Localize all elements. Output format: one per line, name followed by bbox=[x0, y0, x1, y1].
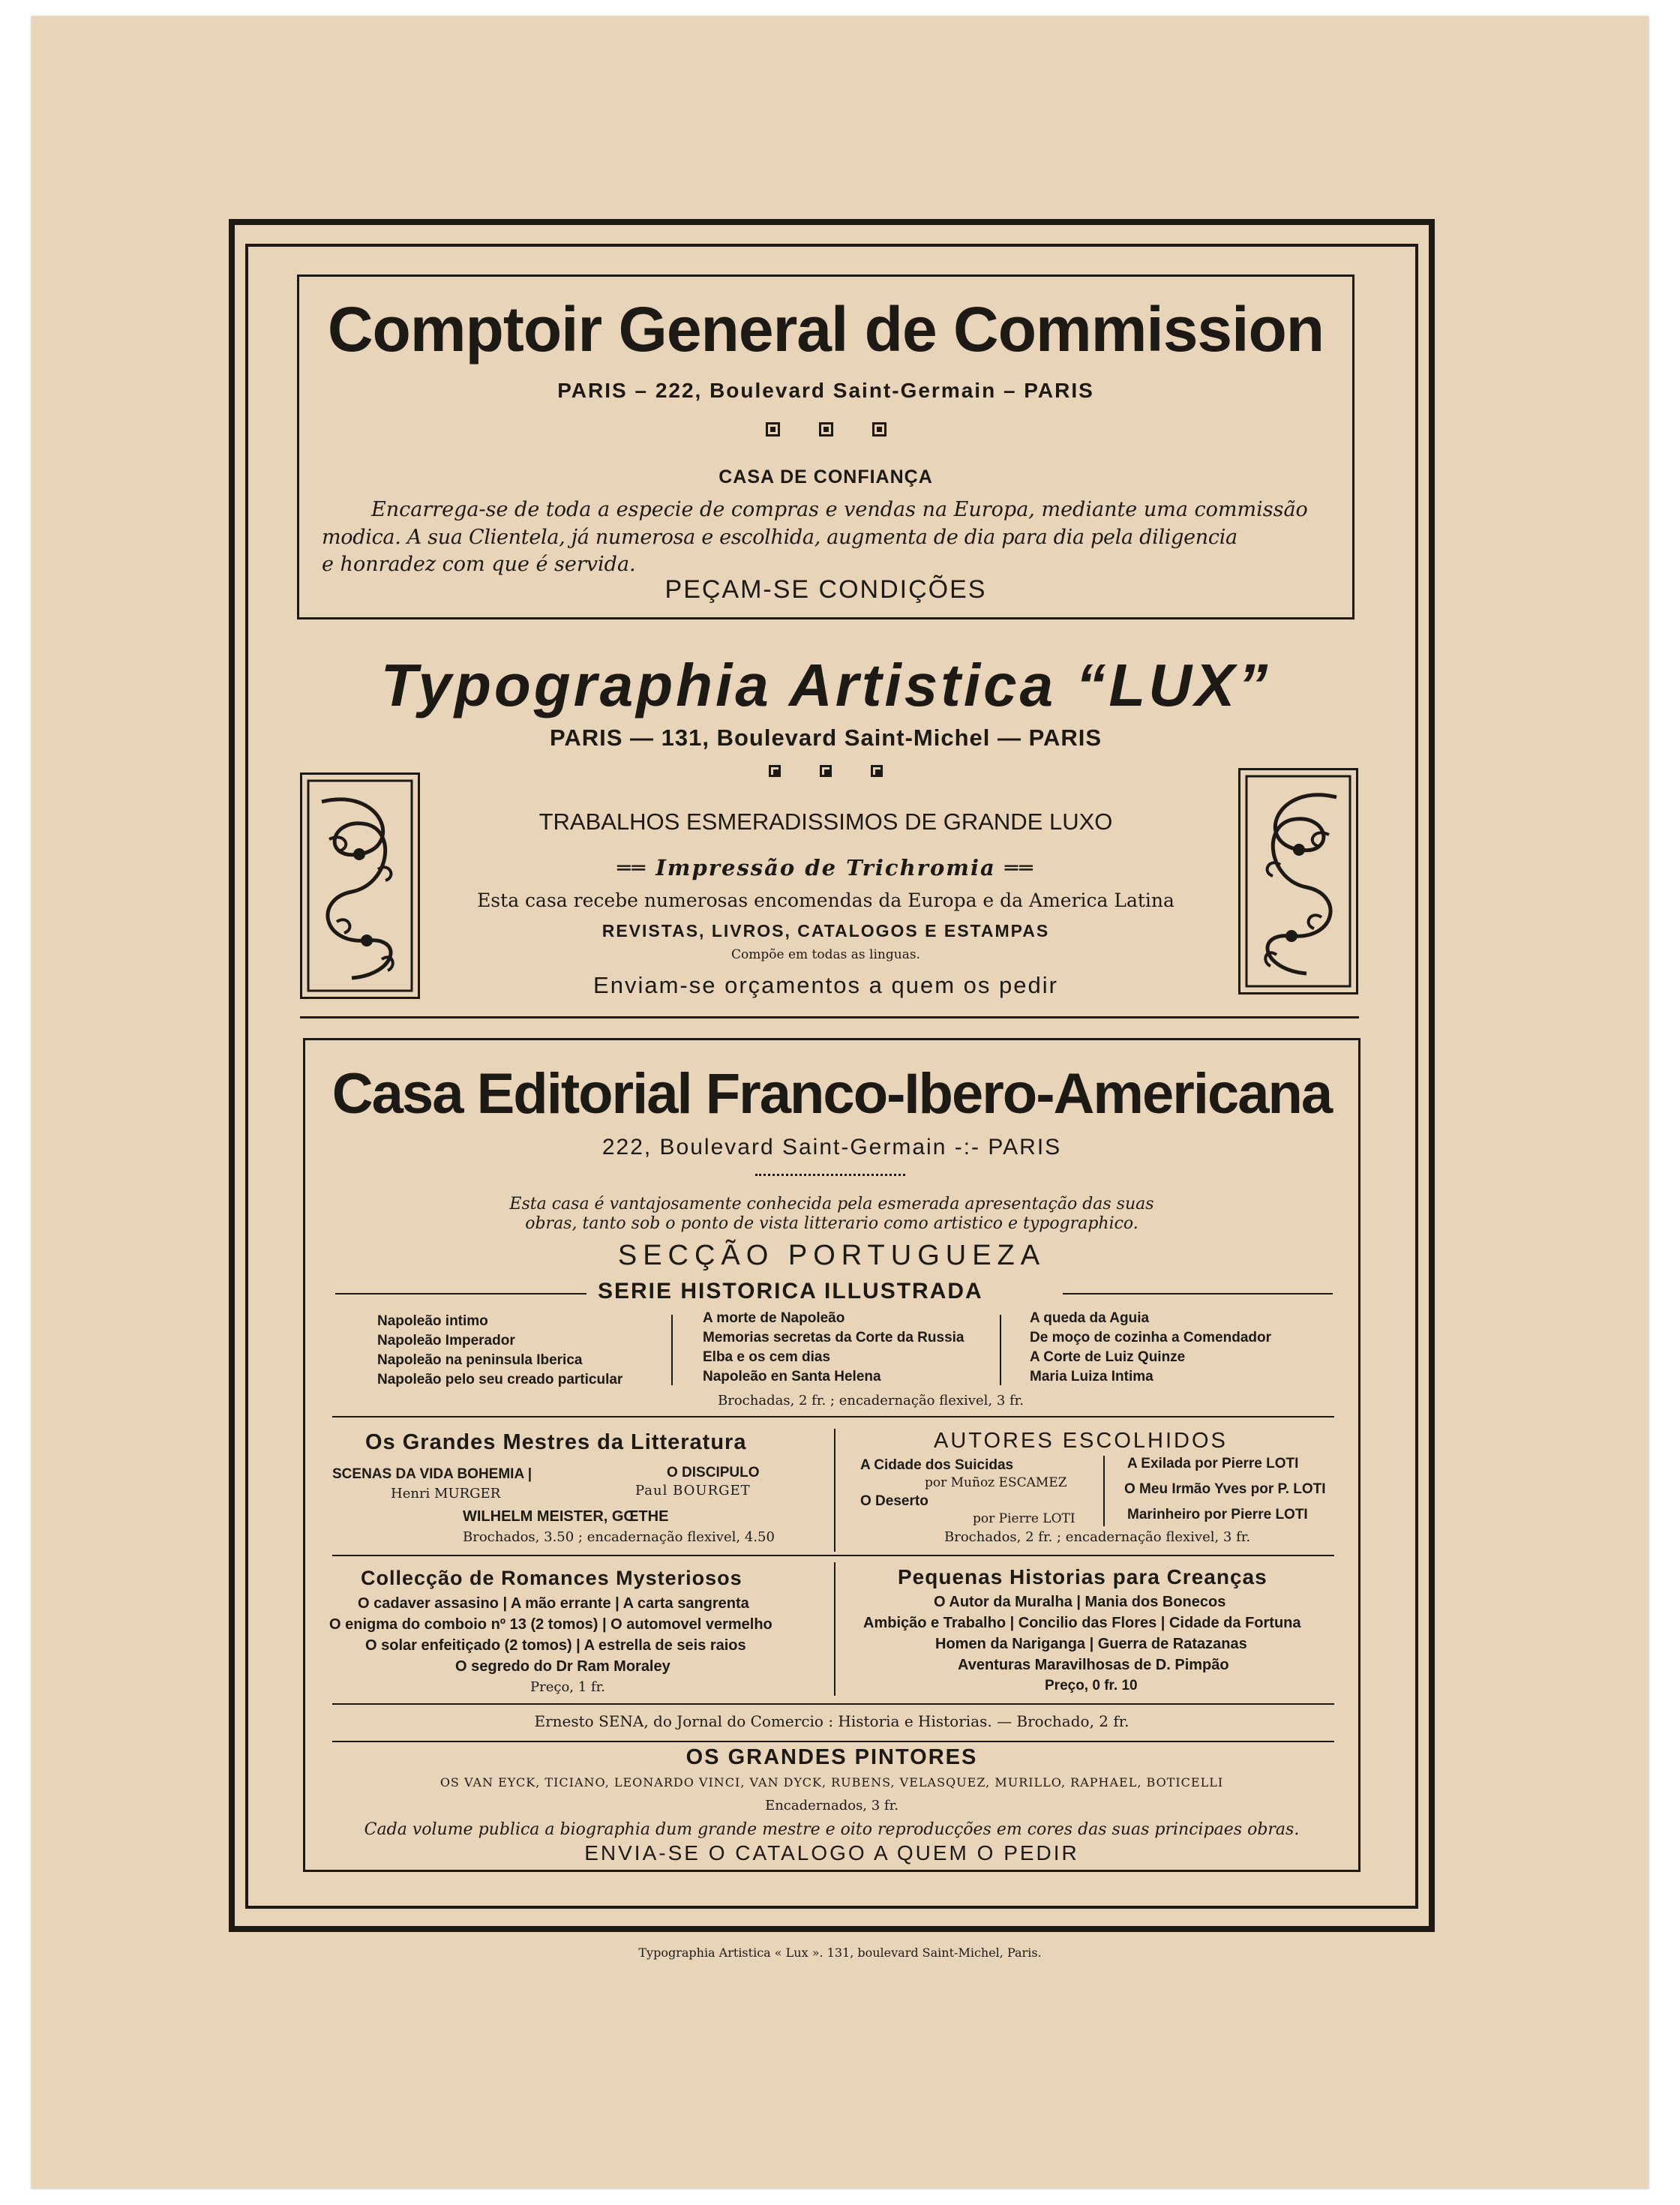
square-ornament-icon bbox=[871, 765, 883, 777]
autores-author-1: por Muñoz ESCAMEZ bbox=[925, 1475, 1067, 1490]
double-rule-right: ══ bbox=[995, 855, 1034, 880]
romances-line-4: O segredo do Dr Ram Moraley bbox=[455, 1658, 670, 1675]
column-divider bbox=[834, 1562, 836, 1696]
casa-intro-2: obras, tanto sob o ponto de vista litterario como artistico e typographico. bbox=[525, 1214, 1138, 1233]
historias-line-1: O Autor da Muralha | Mania dos Bonecos bbox=[934, 1594, 1226, 1610]
historias-line-3: Homen da Nariganga | Guerra de Ratazanas bbox=[935, 1636, 1247, 1652]
pintores-list: OS VAN EYCK, TICIANO, LEONARDO VINCI, VAN DYCK, RUBENS, VELASQUEZ, MURILLO, RAPHAEL, BOTICELLI bbox=[440, 1775, 1224, 1790]
historias-price: Preço, 0 fr. 10 bbox=[1045, 1678, 1138, 1694]
romances-line-1: O cadaver assasino | A mão errante | A carta sangrenta bbox=[358, 1595, 749, 1612]
serie-title: Napoleão en Santa Helena bbox=[703, 1369, 881, 1384]
printer-footer: Typographia Artistica « Lux ». 131, boulevard Saint-Michel, Paris. bbox=[638, 1946, 1042, 1960]
sena-line: Ernesto SENA, do Jornal do Comercio : Historia e Historias. — Brochado, 2 fr. bbox=[534, 1712, 1130, 1730]
double-rule-left: ══ bbox=[617, 855, 656, 880]
separator-rule bbox=[300, 1016, 1359, 1018]
column-divider bbox=[671, 1315, 673, 1385]
casa-title: Casa Editorial Franco-Ibero-Americana bbox=[332, 1062, 1332, 1126]
lux-line-2-wrap bbox=[297, 855, 1354, 880]
serie-title: De moço de cozinha a Comendador bbox=[1030, 1330, 1271, 1346]
serie-title: Napoleão na peninsula Iberica bbox=[377, 1352, 583, 1368]
mestres-book-2: O DISCIPULO bbox=[667, 1465, 760, 1480]
mestres-book-3: WILHELM MEISTER, GŒTHE bbox=[463, 1508, 669, 1525]
comptoir-heading: CASA DE CONFIANÇA bbox=[718, 466, 933, 488]
serie-rule-left bbox=[335, 1293, 586, 1294]
autores-author-2: por Pierre LOTI bbox=[973, 1511, 1076, 1526]
floral-scroll-icon bbox=[307, 779, 413, 992]
romances-price: Preço, 1 fr. bbox=[530, 1679, 605, 1695]
lux-advert bbox=[297, 638, 1354, 1012]
serie-title: Elba e os cem dias bbox=[703, 1349, 831, 1365]
romances-line-3: O solar enfeitiçado (2 tomos) | A estrella de seis raios bbox=[365, 1637, 746, 1654]
lux-ornament-squares bbox=[297, 765, 1354, 780]
autores-title: AUTORES ESCOLHIDOS bbox=[934, 1429, 1228, 1453]
serie-price: Brochadas, 2 fr. ; encadernação flexivel, 3 fr. bbox=[718, 1393, 1024, 1408]
lux-line-2: Impressão de Trichromia bbox=[656, 855, 996, 880]
lux-line-3: Esta casa recebe numerosas encomendas da Europa e da America Latina bbox=[477, 890, 1174, 911]
lux-address: PARIS — 131, Boulevard Saint-Michel — PARIS bbox=[549, 724, 1102, 751]
serie-title: Napoleão intimo bbox=[377, 1313, 488, 1329]
pintores-price: Encadernados, 3 fr. bbox=[765, 1798, 898, 1814]
autores-book-5: Marinheiro por Pierre LOTI bbox=[1127, 1507, 1308, 1522]
comptoir-title: Comptoir General de Commission bbox=[327, 294, 1324, 364]
lux-line-5: Compõe em todas as linguas. bbox=[731, 947, 920, 962]
serie-title: Memorias secretas da Corte da Russia bbox=[703, 1330, 964, 1346]
square-ornament-icon bbox=[769, 765, 781, 777]
lux-line-1: TRABALHOS ESMERADISSIMOS DE GRANDE LUXO bbox=[538, 808, 1113, 835]
mestres-price: Brochados, 3.50 ; encadernação flexivel, 4.50 bbox=[463, 1529, 775, 1545]
casa-editorial-advert bbox=[303, 1038, 1360, 1872]
section-rule bbox=[332, 1416, 1334, 1418]
column-divider bbox=[834, 1429, 836, 1552]
serie-column-3 bbox=[1030, 1309, 1271, 1387]
pintores-description: Cada volume publica a biographia dum grande mestre e oito reproducções em cores das suas principaes obras. bbox=[364, 1820, 1300, 1839]
casa-address: 222, Boulevard Saint-Germain -:- PARIS bbox=[602, 1135, 1062, 1160]
serie-column-2 bbox=[703, 1309, 964, 1387]
square-ornament-icon bbox=[820, 765, 832, 777]
casa-seccao: SECÇÃO PORTUGUEZA bbox=[617, 1240, 1046, 1271]
serie-title: A queda da Aguia bbox=[1030, 1310, 1150, 1326]
floral-scroll-icon bbox=[1245, 775, 1352, 988]
lux-line-4: REVISTAS, LIVROS, CATALOGOS E ESTAMPAS bbox=[602, 921, 1050, 940]
section-rule bbox=[332, 1703, 1334, 1705]
romances-title: Collecção de Romances Mysteriosos bbox=[361, 1567, 742, 1589]
square-ornament-icon bbox=[819, 422, 833, 436]
mestres-title: Os Grandes Mestres da Litteratura bbox=[365, 1430, 747, 1454]
serie-heading: SERIE HISTORICA ILLUSTRADA bbox=[598, 1279, 983, 1304]
catalogo-line: ENVIA-SE O CATALOGO A QUEM O PEDIR bbox=[584, 1841, 1079, 1864]
section-rule bbox=[332, 1555, 1334, 1556]
mestres-author-1: Henri MURGER bbox=[391, 1486, 501, 1502]
casa-intro-1: Esta casa é vantajosamente conhecida pela esmerada apresentação das suas bbox=[509, 1195, 1154, 1214]
floral-panel-left bbox=[300, 772, 420, 999]
serie-title: Napoleão Imperador bbox=[377, 1333, 515, 1348]
mestres-author-2: Paul BOURGET bbox=[635, 1483, 751, 1498]
autores-book-3: A Exilada por Pierre LOTI bbox=[1127, 1456, 1299, 1472]
serie-column-1 bbox=[377, 1312, 622, 1390]
serie-title: A Corte de Luiz Quinze bbox=[1030, 1349, 1186, 1365]
comptoir-body-line-3: e honradez com que é servida. bbox=[322, 553, 636, 576]
serie-title: Napoleão pelo seu creado particular bbox=[377, 1372, 623, 1388]
comptoir-address: PARIS – 222, Boulevard Saint-Germain – PARIS bbox=[557, 379, 1094, 402]
autores-book-4: O Meu Irmão Yves por P. LOTI bbox=[1124, 1481, 1326, 1497]
comptoir-body-line-2: modica. A sua Clientela, já numerosa e escolhida, augmenta de dia para dia pela diligencia bbox=[322, 526, 1238, 549]
lux-line-6: Enviam-se orçamentos a quem os pedir bbox=[593, 972, 1058, 998]
square-ornament-icon bbox=[872, 422, 886, 436]
comptoir-advert bbox=[297, 274, 1354, 620]
mestres-book-1: SCENAS DA VIDA BOHEMIA | bbox=[332, 1466, 532, 1482]
dotted-rule bbox=[755, 1174, 905, 1176]
section-rule bbox=[332, 1741, 1334, 1742]
comptoir-conditions: PEÇAM-SE CONDIÇÕES bbox=[664, 575, 987, 604]
autores-book-2: O Deserto bbox=[860, 1493, 928, 1509]
autores-price: Brochados, 2 fr. ; encadernação flexivel, 3 fr. bbox=[944, 1529, 1251, 1545]
historias-title: Pequenas Historias para Creanças bbox=[898, 1565, 1268, 1588]
column-divider bbox=[1103, 1456, 1105, 1526]
serie-rule-right bbox=[1063, 1293, 1333, 1294]
comptoir-ornament-squares bbox=[299, 422, 1352, 440]
floral-panel-right bbox=[1238, 768, 1358, 994]
serie-title: A morte de Napoleão bbox=[703, 1310, 845, 1326]
historias-line-2: Ambição e Trabalho | Concilio das Flores | Cidade da Fortuna bbox=[863, 1615, 1301, 1631]
historias-line-4: Aventuras Maravilhosas de D. Pimpão bbox=[958, 1657, 1229, 1673]
romances-line-2: O enigma do comboio nº 13 (2 tomos) | O automovel vermelho bbox=[329, 1616, 772, 1633]
lux-title: Typographia Artistica “LUX” bbox=[380, 652, 1271, 718]
serie-title: Maria Luiza Intima bbox=[1030, 1369, 1154, 1384]
comptoir-body-line-1: Encarrega-se de toda a especie de compras e vendas na Europa, mediante uma commissão bbox=[371, 498, 1308, 521]
pintores-title: OS GRANDES PINTORES bbox=[686, 1745, 978, 1769]
square-ornament-icon bbox=[766, 422, 780, 436]
autores-book-1: A Cidade dos Suicidas bbox=[860, 1457, 1014, 1473]
column-divider bbox=[1000, 1315, 1001, 1385]
